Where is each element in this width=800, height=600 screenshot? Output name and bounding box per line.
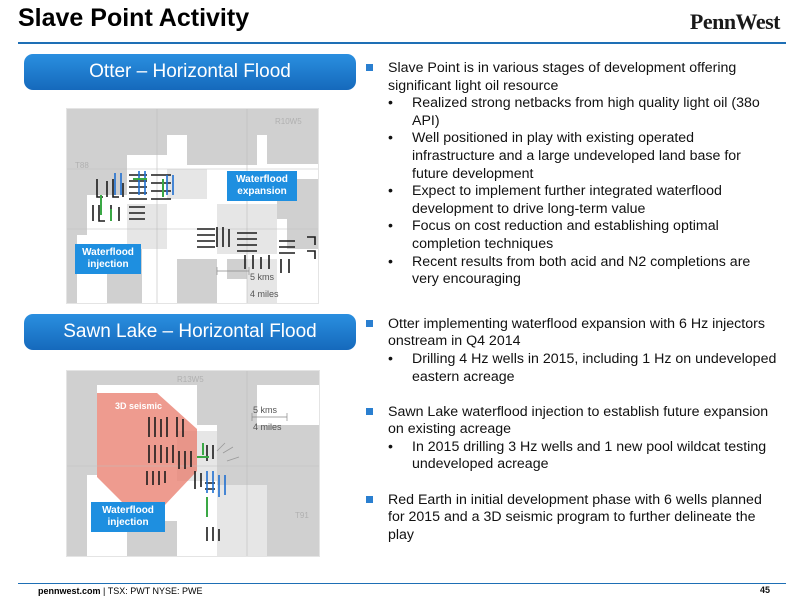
sawn-grid-range-label: R13W5: [177, 375, 204, 384]
sub-bullet: • In 2015 drilling 3 Hz wells and 1 new pool wildcat testing undeveloped acreage: [388, 438, 767, 473]
otter-map-graphic: [67, 109, 319, 304]
title-divider: [18, 42, 786, 44]
footer-ticker: TSX: PWT NYSE: PWE: [107, 586, 203, 596]
sawn-scale-miles: 4 miles: [253, 422, 282, 432]
bullet-red-earth: Red Earth in initial development phase with 6 wells planned for 2015 and a 3D seismic program to further delineate the play: [364, 492, 780, 545]
bullet-marker: [366, 64, 373, 71]
sawn-lake-panel-title: Sawn Lake – Horizontal Flood: [24, 314, 356, 350]
sawn-grid-township-label: T91: [295, 511, 309, 520]
bullet-sawn-lake: Sawn Lake waterflood injection to establish future expansion on existing acreage: [364, 404, 780, 439]
page-number: 45: [759, 585, 770, 595]
bullet-marker: [366, 408, 373, 415]
sub-bullet: • Expect to implement further integrated waterflood development to drive long-term value: [388, 183, 722, 217]
footer-divider: [18, 583, 786, 584]
otter-scale-kms: 5 kms: [250, 272, 275, 282]
pennwest-logo: PennWest: [689, 9, 780, 34]
sawn-waterflood-injection-callout: Waterflood injection: [91, 502, 165, 532]
otter-scale-miles: 4 miles: [250, 289, 279, 299]
sub-bullet: • Drilling 4 Hz wells in 2015, including 1 Hz on undeveloped eastern acreage: [388, 350, 777, 385]
bullet-marker: [366, 320, 373, 327]
bullet-slave-point: Slave Point is in various stages of development offering significant light oil resource: [364, 60, 780, 95]
sawn-scale-kms: 5 kms: [253, 405, 278, 415]
sub-bullet: • Focus on cost reduction and establishing optimal completion techniques: [388, 218, 719, 252]
seismic-area-label: 3D seismic: [115, 401, 163, 411]
content-text: [364, 60, 780, 544]
bullet-otter: Otter implementing waterflood expansion with 6 Hz injectors onstream in Q4 2014: [364, 316, 780, 351]
footer-site-link[interactable]: pennwest.com: [38, 586, 101, 596]
otter-panel-title: Otter – Horizontal Flood: [24, 54, 356, 90]
sub-bullet: • Well positioned in play with existing operated infrastructure and a large undeveloped land base for future development: [388, 130, 741, 182]
sub-bullet: • Recent results from both acid and N2 completions are very encouraging: [388, 253, 751, 288]
otter-grid-range-label: R10W5: [275, 117, 302, 126]
otter-map: [66, 108, 319, 304]
footer: pennwest.com | TSX: PWT NYSE: PWE: [38, 586, 203, 596]
sub-bullet: • Realized strong netbacks from high quality light oil (38o API): [388, 95, 760, 129]
otter-waterflood-injection-callout: Waterflood injection: [75, 244, 141, 274]
otter-waterflood-expansion-callout: Waterflood expansion: [227, 171, 297, 201]
page-title: Slave Point Activity: [18, 4, 250, 32]
bullet-marker: [366, 496, 373, 503]
otter-grid-township-label: T88: [75, 161, 89, 170]
